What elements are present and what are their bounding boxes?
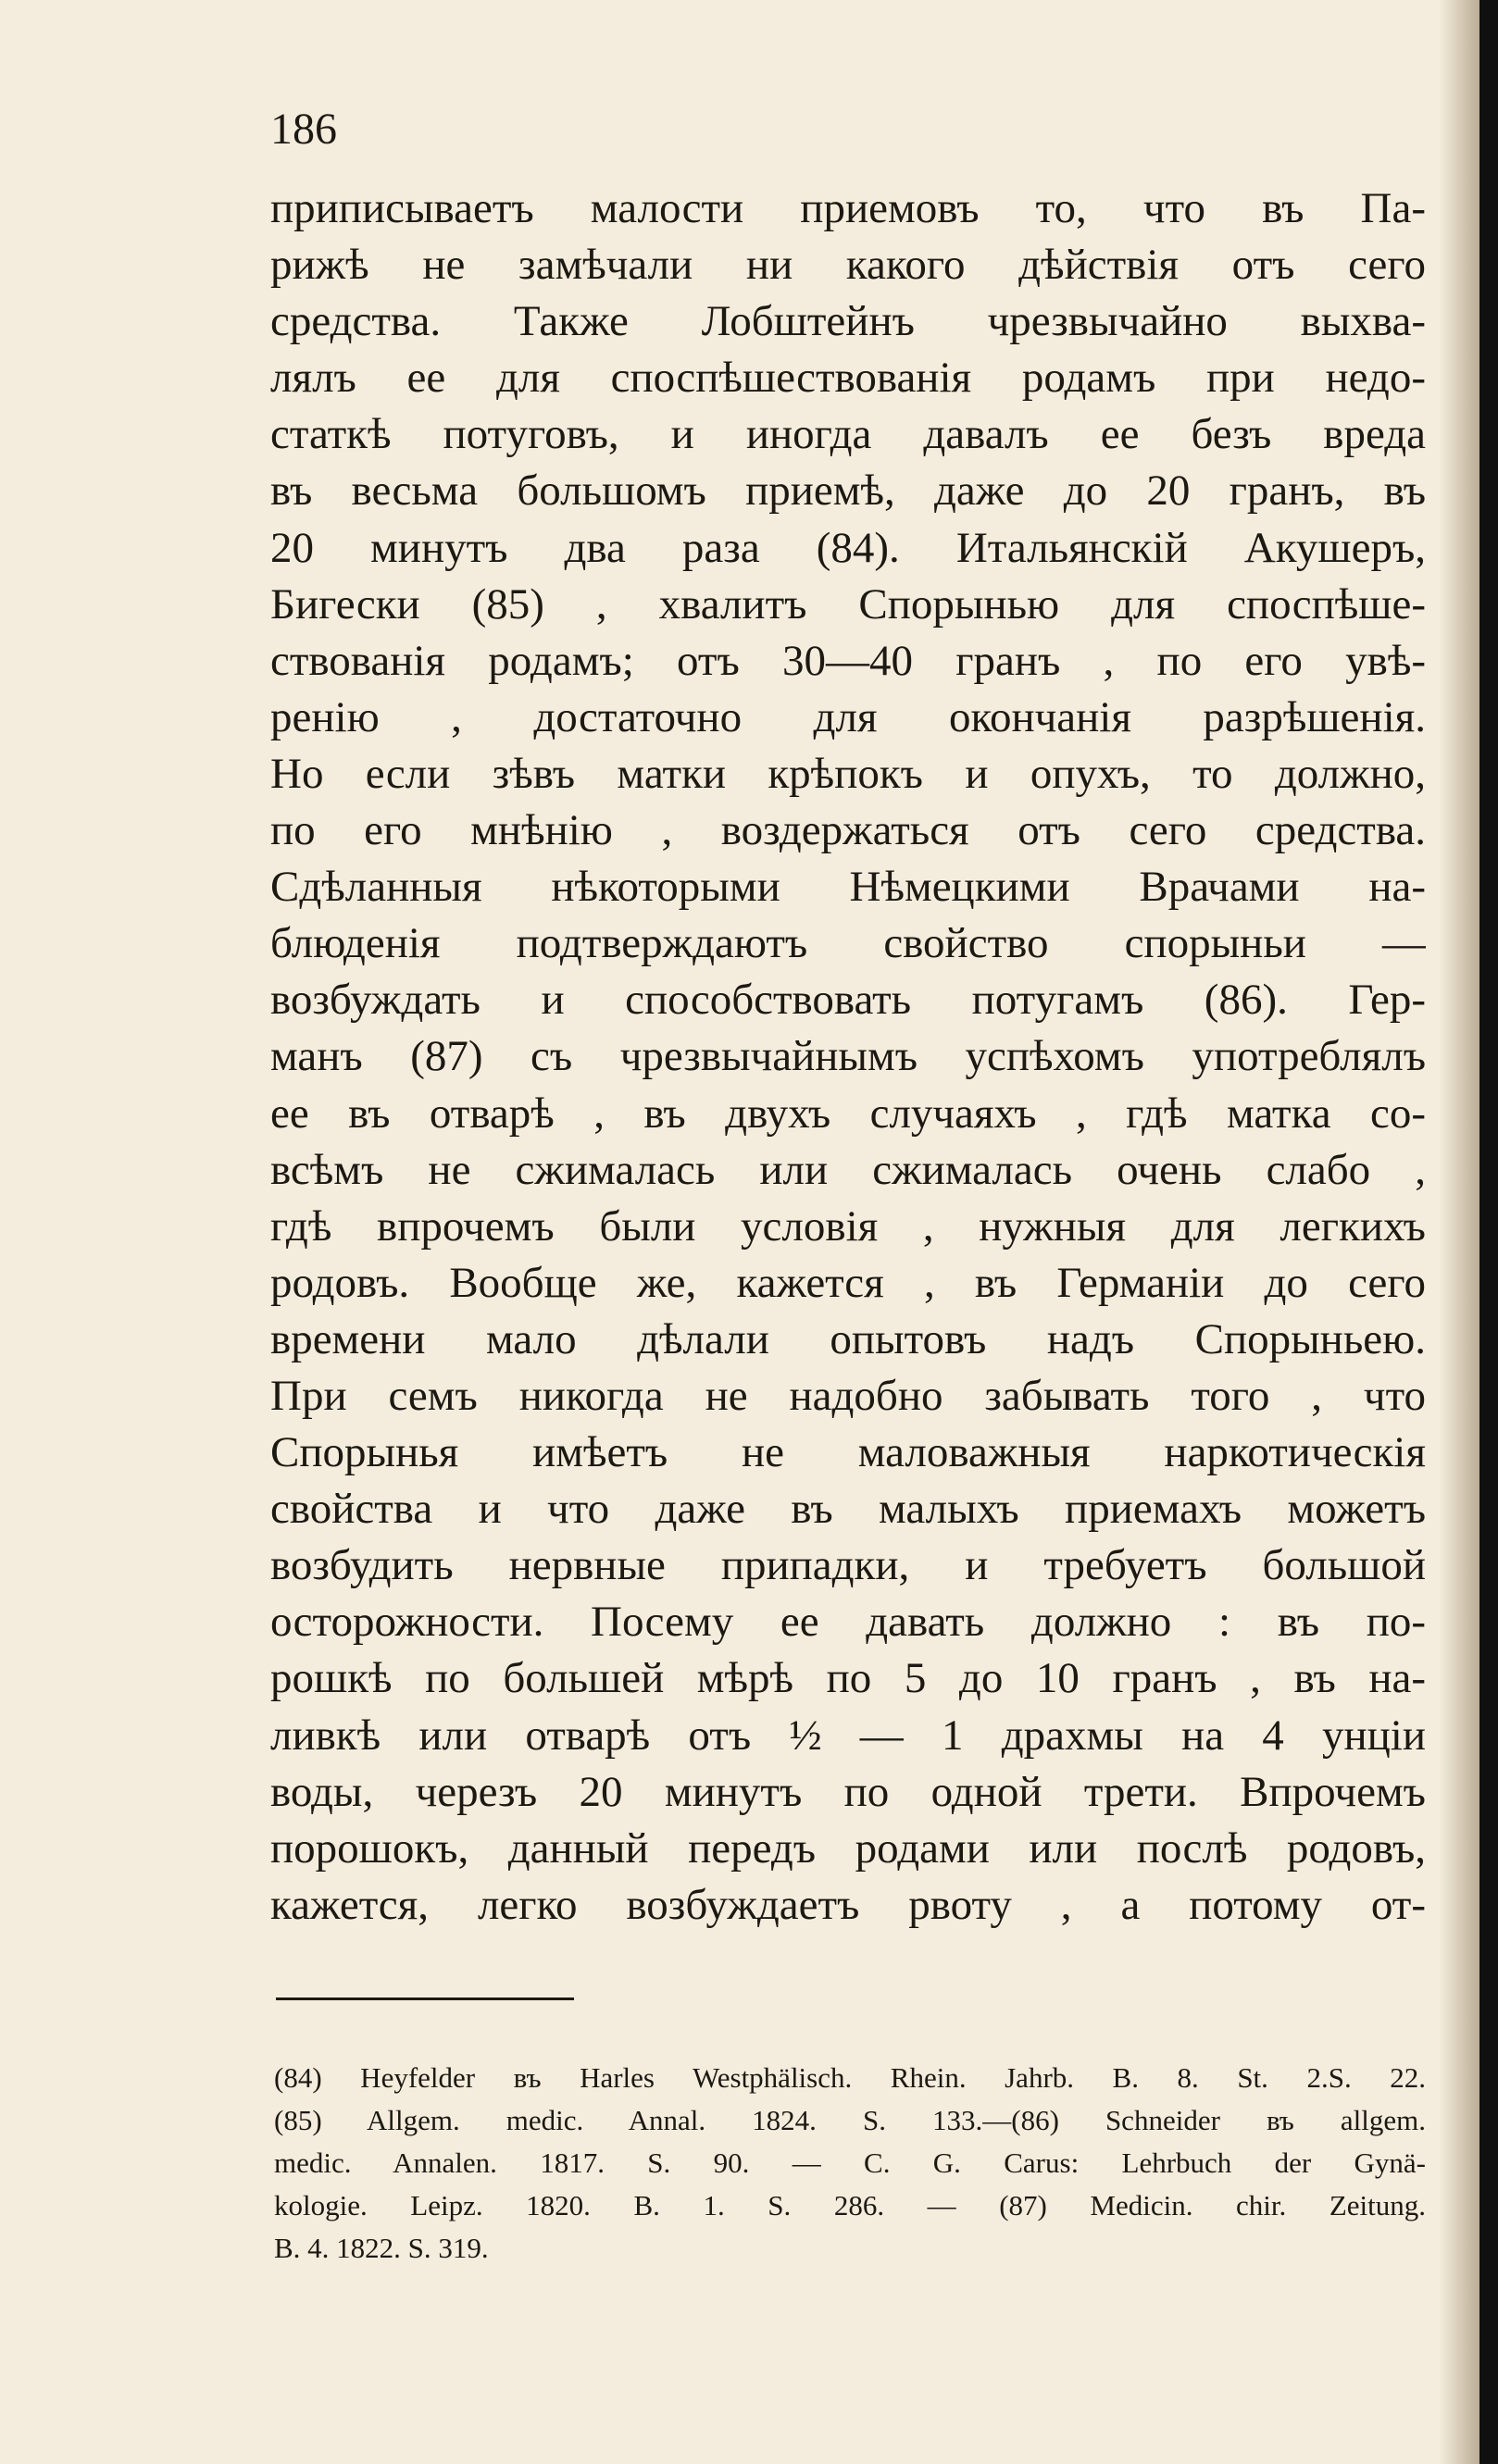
text-line: приписываетъ малости приемовъ то, что въ Па-	[270, 184, 1426, 232]
body-text	[270, 180, 1426, 1934]
text-line: воды, черезъ 20 минутъ по одной трети. Впрочемъ	[270, 1767, 1426, 1816]
text-line: по его мнѣнію , воздержаться отъ сего средства.	[270, 806, 1426, 855]
footnote-line: B. 4. 1822. S. 319.	[274, 2232, 489, 2264]
text-line: ливкѣ или отварѣ отъ ½ — 1 драхмы на 4 унціи	[270, 1711, 1426, 1760]
text-line: 20 минутъ два раза (84). Итальянскій Акушеръ,	[270, 523, 1426, 572]
text-line: гдѣ впрочемъ были условія , нужныя для легкихъ	[270, 1201, 1426, 1251]
text-line: средства. Также Лобштейнъ чрезвычайно выхва-	[270, 297, 1426, 346]
text-line: рошкѣ по большей мѣрѣ по 5 до 10 гранъ , въ на-	[270, 1654, 1426, 1703]
text-line: Бигески (85) , хвалитъ Спорынью для споспѣше-	[270, 579, 1426, 628]
footnote-line: (85) Allgem. medic. Annal. 1824. S. 133.—(86) Schneider въ allgem.	[274, 2104, 1426, 2136]
footnote-line: (84) Heyfelder въ Harles Westphälisch. Rhein. Jahrb. B. 8. St. 2.S. 22.	[274, 2061, 1426, 2094]
text-line: статкѣ потуговъ, и иногда давалъ ее безъ вреда	[270, 410, 1426, 459]
text-line: свойства и что даже въ малыхъ приемахъ можетъ	[270, 1485, 1426, 1534]
text-line: ее въ отварѣ , въ двухъ случаяхъ , гдѣ матка со-	[270, 1089, 1426, 1138]
text-line: ренію , достаточно для окончанія разрѣшенія.	[270, 692, 1426, 741]
text-line: рижѣ не замѣчали ни какого дѣйствія отъ сего	[270, 241, 1426, 290]
text-line: возбуждать и способствовать потугамъ (86). Гер-	[270, 976, 1426, 1025]
text-line: всѣмъ не сжималась или сжималась очень слабо ,	[270, 1145, 1426, 1194]
text-line: лялъ ее для споспѣшествованія родамъ при недо-	[270, 354, 1426, 403]
gutter-shadow	[1439, 0, 1479, 2464]
text-line: Но если зѣвъ матки крѣпокъ и опухъ, то должно,	[270, 749, 1426, 798]
footnotes	[274, 2057, 1426, 2270]
text-line: порошокъ, данный передъ родами или послѣ родовъ,	[270, 1823, 1426, 1873]
text-line: Сдѣланныя нѣкоторыми Нѣмецкими Врачами на-	[270, 863, 1426, 912]
footnote-line: medic. Annalen. 1817. S. 90. — C. G. Carus: Lehrbuch der Gynä-	[274, 2147, 1426, 2179]
text-line: блюденія подтверждаютъ свойство спорыньи —	[270, 919, 1426, 968]
text-line: кажется, легко возбуждаетъ рвоту , а потому от-	[270, 1880, 1426, 1929]
text-line: времени мало дѣлали опытовъ надъ Спорыньею.	[270, 1314, 1426, 1363]
text-line: При семъ никогда не надобно забывать того , что	[270, 1371, 1426, 1420]
text-line: осторожности. Посему ее давать должно : въ по-	[270, 1598, 1426, 1647]
footnote-separator	[276, 1997, 574, 2000]
page-number: 186	[270, 105, 337, 154]
footnote-line: kologie. Leipz. 1820. B. 1. S. 286. — (87) Medicin. chir. Zeitung.	[274, 2189, 1426, 2221]
text-line: Спорынья имѣетъ не маловажныя наркотическія	[270, 1428, 1426, 1477]
text-line: родовъ. Вообще же, кажется , въ Германіи до сего	[270, 1258, 1426, 1307]
text-line: манъ (87) съ чрезвычайнымъ успѣхомъ употреблялъ	[270, 1032, 1426, 1081]
binding-gutter	[1479, 0, 1498, 2464]
text-line: въ весьма большомъ приемѣ, даже до 20 гранъ, въ	[270, 467, 1426, 516]
text-line: возбудить нервные припадки, и требуетъ большой	[270, 1541, 1426, 1590]
text-line: ствованія родамъ; отъ 30—40 гранъ , по его увѣ-	[270, 636, 1426, 685]
